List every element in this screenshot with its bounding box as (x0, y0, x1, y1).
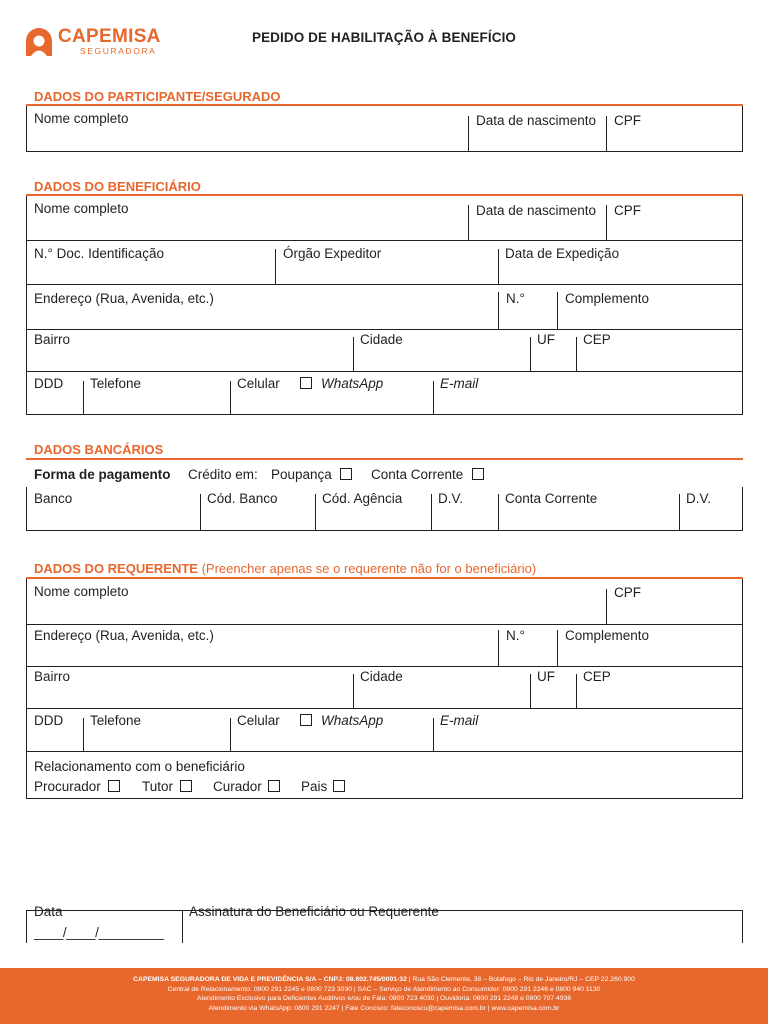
beneficiario-telefone-field[interactable]: Telefone (90, 376, 142, 391)
field-divider (530, 337, 531, 372)
beneficiario-cpf-field[interactable]: CPF (614, 203, 641, 218)
field-divider (182, 910, 183, 943)
brand-name: CAPEMISA (58, 26, 161, 47)
footer-atendimento: Atendimento Exclusivo para Deficientes Auditivos e/ou de Fala: 0800 723 4030 | Ouvidoria: 0800 291 2248 e 0800 707 4936 (196, 995, 572, 1003)
beneficiario-nascimento-field[interactable]: Data de nascimento (476, 203, 597, 218)
field-divider (315, 494, 316, 531)
footer-central: Central de Relacionamento: 0800 291 2245 e 0800 723 3030 | SAC – Serviço de Atendimento ao Consumidor: 0800 291 2246 e 0800 940 1130 (167, 985, 601, 993)
pais-checkbox[interactable] (333, 780, 345, 792)
requerente-note: (Preencher apenas se o requerente não for o beneficiário) (201, 561, 537, 576)
conta-corrente-checkbox[interactable] (472, 468, 484, 480)
field-divider (468, 205, 469, 241)
requerente-telefone-field[interactable]: Telefone (90, 713, 142, 728)
participante-nome-field[interactable]: Nome completo (34, 111, 129, 126)
cod-banco-field[interactable]: Cód. Banco (207, 491, 278, 506)
field-divider (606, 205, 607, 241)
field-divider (275, 249, 276, 285)
field-divider (557, 630, 558, 667)
field-divider (679, 494, 680, 531)
beneficiario-numero-field[interactable]: N.° (506, 291, 525, 306)
section-title-bancarios: DADOS BANCÁRIOS (34, 442, 164, 457)
curador-checkbox[interactable] (268, 780, 280, 792)
beneficiario-nome-field[interactable]: Nome completo (34, 201, 129, 216)
forma-pagamento-label: Forma de pagamento (34, 467, 171, 482)
signature-field[interactable]: Assinatura do Beneficiário ou Requerente (189, 904, 439, 919)
requerente-nome-field[interactable]: Nome completo (34, 584, 129, 599)
tutor-checkbox[interactable] (180, 780, 192, 792)
field-divider (576, 337, 577, 372)
participante-nascimento-field[interactable]: Data de nascimento (476, 113, 597, 128)
procurador-checkbox[interactable] (108, 780, 120, 792)
data-label: Data (34, 904, 63, 919)
beneficiario-whatsapp-checkbox[interactable] (300, 377, 312, 389)
requerente-cep-field[interactable]: CEP (583, 669, 611, 684)
beneficiario-data-exp-field[interactable]: Data de Expedição (505, 246, 620, 261)
dv-conta-field[interactable]: D.V. (686, 491, 712, 506)
field-divider (353, 337, 354, 372)
beneficiario-celular-field[interactable]: Celular (237, 376, 280, 391)
field-divider (576, 674, 577, 709)
requerente-endereco-field[interactable]: Endereço (Rua, Avenida, etc.) (34, 628, 214, 643)
field-divider (230, 381, 231, 415)
dv-agencia-field[interactable]: D.V. (438, 491, 464, 506)
conta-corrente-option-label: Conta Corrente (371, 467, 464, 482)
procurador-label: Procurador (34, 779, 101, 794)
field-divider (498, 292, 499, 330)
requerente-cidade-field[interactable]: Cidade (360, 669, 403, 684)
requerente-cpf-field[interactable]: CPF (614, 585, 641, 600)
poupanca-label: Poupança (271, 467, 332, 482)
requerente-uf-field[interactable]: UF (537, 669, 555, 684)
beneficiario-cep-field[interactable]: CEP (583, 332, 611, 347)
beneficiario-doc-field[interactable]: N.° Doc. Identificação (34, 246, 164, 261)
beneficiario-ddd-field[interactable]: DDD (34, 376, 64, 391)
requerente-whatsapp-checkbox[interactable] (300, 714, 312, 726)
beneficiario-whatsapp-label: WhatsApp (321, 376, 384, 391)
field-divider (498, 630, 499, 667)
field-divider (433, 381, 434, 415)
requerente-numero-field[interactable]: N.° (506, 628, 525, 643)
section-title-requerente: DADOS DO REQUERENTE (Preencher apenas se o requerente não for o beneficiário) (34, 561, 537, 576)
banco-field[interactable]: Banco (34, 491, 73, 506)
beneficiario-email-field[interactable]: E-mail (440, 376, 479, 391)
field-divider (353, 674, 354, 709)
requerente-celular-field[interactable]: Celular (237, 713, 280, 728)
cod-agencia-field[interactable]: Cód. Agência (322, 491, 403, 506)
conta-corrente-field[interactable]: Conta Corrente (505, 491, 598, 506)
field-divider (498, 249, 499, 285)
pais-label: Pais (301, 779, 328, 794)
tutor-label: Tutor (142, 779, 174, 794)
beneficiario-bairro-field[interactable]: Bairro (34, 332, 71, 347)
beneficiario-uf-field[interactable]: UF (537, 332, 555, 347)
field-divider (557, 292, 558, 330)
footer-address: | Rua São Clemente, 38 – Botafogo – Rio de Janeiro/RJ – CEP 22.260.900 (406, 976, 635, 983)
requerente-bairro-field[interactable]: Bairro (34, 669, 71, 684)
curador-label: Curador (213, 779, 262, 794)
section-title-participante: DADOS DO PARTICIPANTE/SEGURADO (34, 89, 281, 104)
beneficiario-cidade-field[interactable]: Cidade (360, 332, 403, 347)
field-divider (200, 494, 201, 531)
relacionamento-label: Relacionamento com o beneficiário (34, 759, 245, 774)
footer-company: CAPEMISA SEGURADORA DE VIDA E PREVIDÊNCIA S/A – CNPJ: 08.602.745/0001-32 (133, 976, 407, 983)
field-divider (606, 589, 607, 625)
brand-subtitle: SEGURADORA (80, 46, 157, 56)
beneficiario-complemento-field[interactable]: Complemento (565, 291, 650, 306)
section-divider (26, 458, 743, 460)
requerente-ddd-field[interactable]: DDD (34, 713, 64, 728)
field-divider (498, 494, 499, 531)
field-divider (433, 718, 434, 752)
footer (0, 968, 768, 1024)
participante-cpf-field[interactable]: CPF (614, 113, 641, 128)
credito-em-label: Crédito em: (188, 467, 258, 482)
poupanca-checkbox[interactable] (340, 468, 352, 480)
beneficiario-orgao-field[interactable]: Órgão Expeditor (283, 246, 382, 261)
beneficiario-endereco-field[interactable]: Endereço (Rua, Avenida, etc.) (34, 291, 214, 306)
field-divider (83, 381, 84, 415)
field-divider (83, 718, 84, 752)
requerente-complemento-field[interactable]: Complemento (565, 628, 650, 643)
field-divider (230, 718, 231, 752)
field-divider (606, 116, 607, 152)
requerente-email-field[interactable]: E-mail (440, 713, 479, 728)
field-divider (468, 116, 469, 152)
field-divider (530, 674, 531, 709)
footer-contato: Atendimento via WhatsApp: 0800 291 2247 | Fale Conosco: faleconosco@capemisa.com.br | www.capemisa.com.br (208, 1004, 560, 1012)
requerente-whatsapp-label: WhatsApp (321, 713, 384, 728)
field-divider (431, 494, 432, 531)
document-title: PEDIDO DE HABILITAÇÃO À BENEFÍCIO (251, 30, 517, 45)
date-input[interactable]: ____/____/_________ (34, 925, 164, 940)
section-title-beneficiario: DADOS DO BENEFICIÁRIO (34, 179, 201, 194)
